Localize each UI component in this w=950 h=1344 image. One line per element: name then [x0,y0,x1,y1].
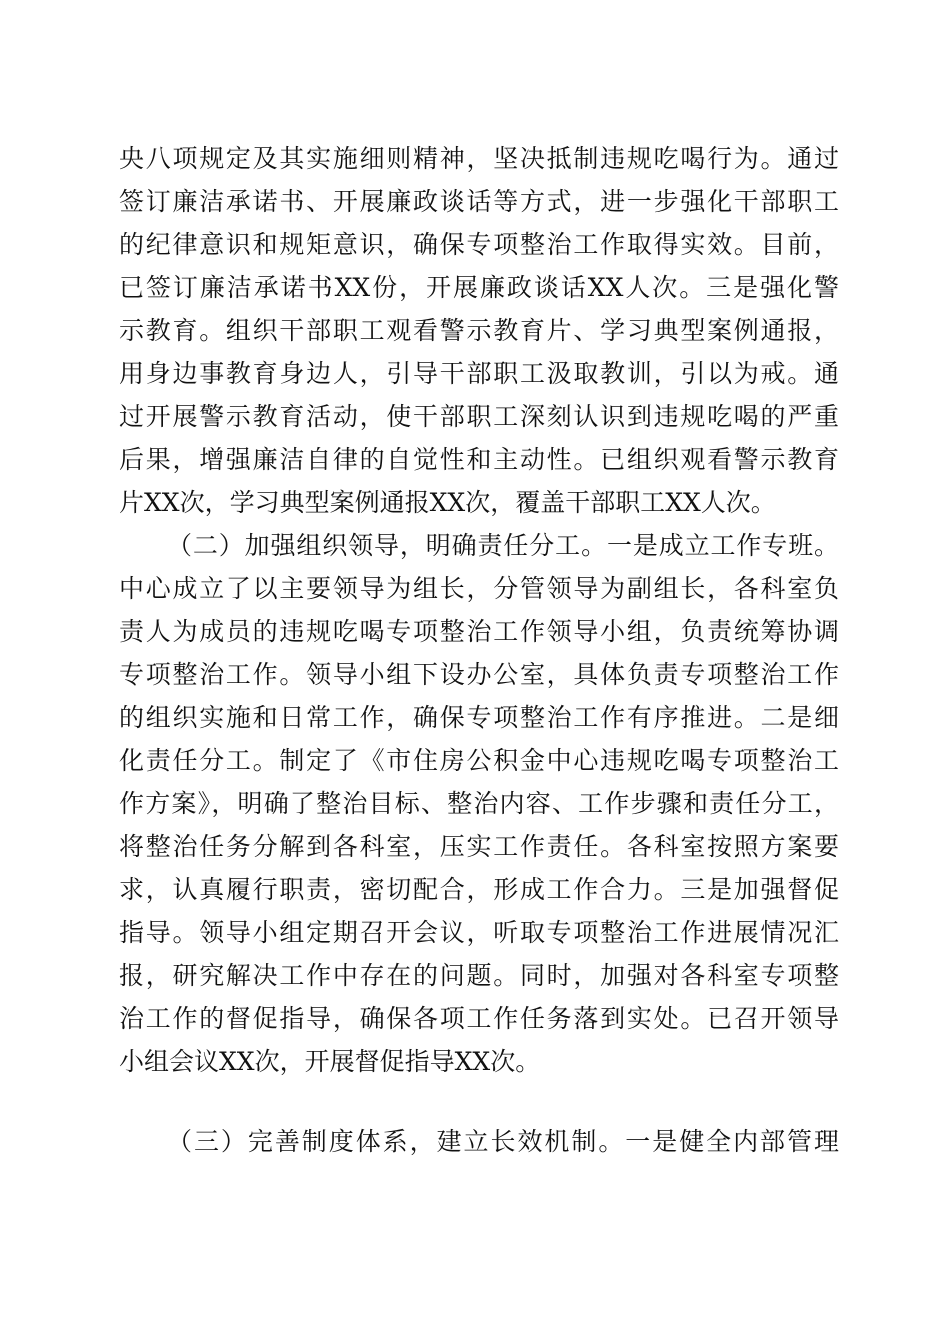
text-line: 治工作的督促指导，确保各项工作任务落到实处。已召开领导 [119,1004,839,1033]
text-line: 已签订廉洁承诺书XX份，开展廉政谈话XX人次。三是强化警 [119,273,839,302]
text-line: 央八项规定及其实施细则精神，坚决抵制违规吃喝行为。通过 [119,144,839,173]
text-line: 指导。领导小组定期召开会议，听取专项整治工作进展情况汇 [119,918,839,947]
text-line: 小组会议XX次，开展督促指导XX次。 [119,1047,541,1076]
section-marker: （三） [167,1127,248,1156]
text-line: 专项整治工作。领导小组下设办公室，具体负责专项整治工作 [119,660,839,689]
text-line: 报，研究解决工作中存在的问题。同时，加强对各科室专项整 [119,961,839,990]
text-line: 示教育。组织干部职工观看警示教育片、学习典型案例通报， [119,316,839,345]
section-two-text: 加强组织领导，明确责任分工。一是成立工作专班。 [244,531,839,560]
text-line: 的纪律意识和规矩意识，确保专项整治工作取得实效。目前， [119,230,839,259]
text-line: 中心成立了以主要领导为组长，分管领导为副组长，各科室负 [119,574,839,603]
text-line: 作方案》，明确了整治目标、整治内容、工作步骤和责任分工， [119,789,839,818]
text-line: 用身边事教育身边人，引导干部职工汲取教训，引以为戒。通 [119,359,839,388]
text-line: 过开展警示教育活动，使干部职工深刻认识到违规吃喝的严重 [119,402,839,431]
text-line: 签订廉洁承诺书、开展廉政谈话等方式，进一步强化干部职工 [119,187,839,216]
text-line: 责人为成员的违规吃喝专项整治工作领导小组，负责统筹协调 [119,617,839,646]
text-line: 后果，增强廉洁自律的自觉性和主动性。已组织观看警示教育 [119,445,839,474]
section-marker: （二） [167,531,245,560]
text-line: 化责任分工。制定了《市住房公积金中心违规吃喝专项整治工 [119,746,839,775]
section-heading-three [167,1127,839,1157]
text-line: 片XX次，学习典型案例通报XX次，覆盖干部职工XX人次。 [119,488,776,517]
text-line: 的组织实施和日常工作，确保专项整治工作有序推进。二是细 [119,703,839,732]
section-heading-two [167,531,839,561]
section-three-text: 完善制度体系，建立长效机制。一是健全内部管理 [247,1127,839,1156]
text-line: 将整治任务分解到各科室，压实工作责任。各科室按照方案要 [119,832,839,861]
text-line: 求，认真履行职责，密切配合，形成工作合力。三是加强督促 [119,875,839,904]
